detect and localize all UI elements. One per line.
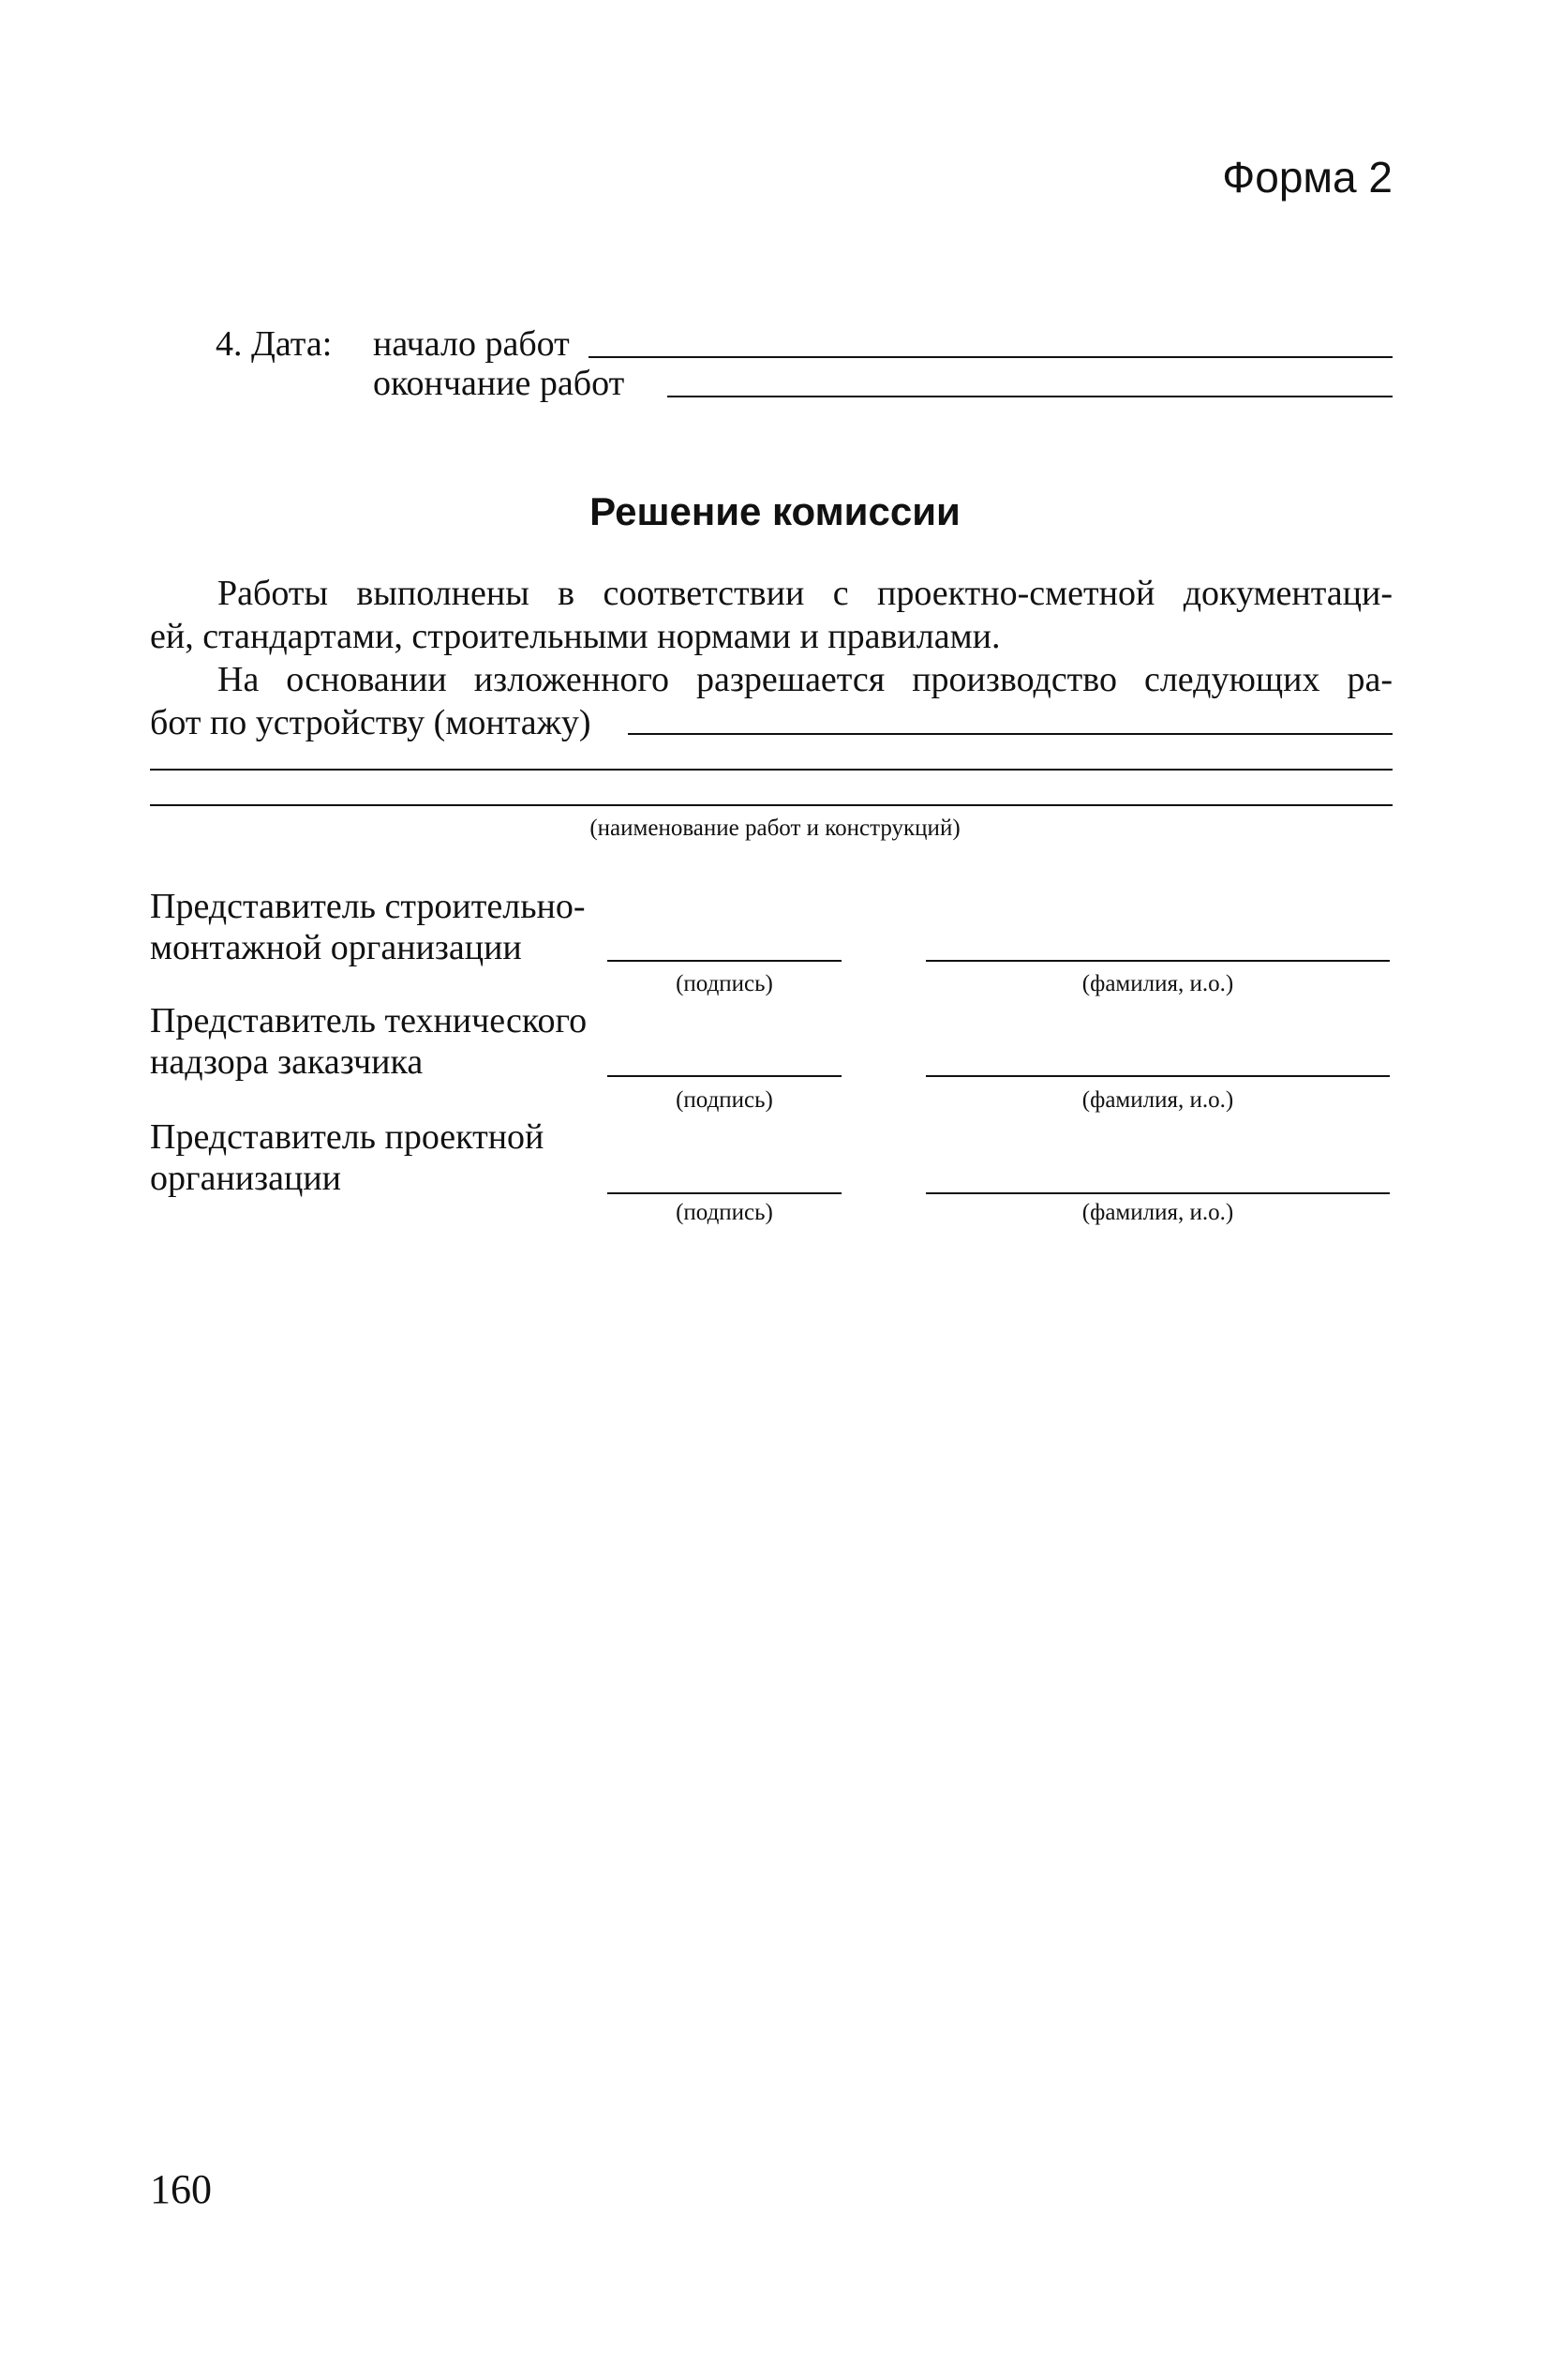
signatory-1-name-field[interactable] bbox=[926, 960, 1390, 962]
signatory-1-role-line-2: монтажной организации bbox=[150, 928, 522, 967]
signatory-2-name-caption: (фамилия, и.о.) bbox=[1081, 1087, 1234, 1113]
signatory-2-signature-field[interactable] bbox=[607, 1075, 842, 1077]
signatory-2-role-line-1: Представитель технического bbox=[150, 1001, 588, 1040]
end-date-field[interactable] bbox=[667, 396, 1393, 397]
signatory-3-signature-field[interactable] bbox=[607, 1192, 842, 1194]
signatory-1-signature-caption: (подпись) bbox=[676, 971, 773, 996]
signatory-3-name-caption: (фамилия, и.о.) bbox=[1081, 1200, 1234, 1225]
works-field-line-2[interactable] bbox=[150, 769, 1393, 771]
paragraph-1-line-1: Работы выполнены в соответствии с проектно-сметной документаци- bbox=[217, 574, 1393, 613]
signatory-2-role-line-2: надзора заказчика bbox=[150, 1042, 424, 1082]
page-number: 160 bbox=[150, 2166, 212, 2212]
start-date-label: начало работ bbox=[373, 324, 570, 364]
signatory-1-signature-field[interactable] bbox=[607, 960, 842, 962]
works-field-line-1[interactable] bbox=[628, 733, 1393, 735]
decision-paragraph-2 bbox=[150, 658, 1393, 744]
paragraph-1-line-2: ей, стандартами, строительными нормами и правилами. bbox=[150, 617, 1001, 656]
signatory-2-name-field[interactable] bbox=[926, 1075, 1390, 1077]
signatory-3-signature-caption: (подпись) bbox=[676, 1200, 773, 1225]
end-date-label: окончание работ bbox=[373, 364, 625, 403]
form-number-label: Форма 2 bbox=[1222, 153, 1393, 202]
paragraph-2-line-2: бот по устройству (монтажу) bbox=[150, 703, 591, 742]
signatory-3-role-line-1: Представитель проектной bbox=[150, 1117, 544, 1157]
signatory-3-role-line-2: организации bbox=[150, 1159, 342, 1198]
start-date-field[interactable] bbox=[589, 356, 1393, 358]
signatory-1-role-line-1: Представитель строительно- bbox=[150, 887, 586, 926]
works-field-line-3[interactable] bbox=[150, 804, 1393, 806]
decision-paragraph-1 bbox=[150, 572, 1393, 658]
works-caption: (наименование работ и конструкций) bbox=[589, 816, 961, 841]
signatory-1-name-caption: (фамилия, и.о.) bbox=[1081, 971, 1234, 996]
signatory-2-signature-caption: (подпись) bbox=[676, 1087, 773, 1113]
dates-label: 4. Дата: bbox=[216, 324, 333, 364]
signatory-3-name-field[interactable] bbox=[926, 1192, 1390, 1194]
decision-heading: Решение комиссии bbox=[589, 489, 961, 533]
paragraph-2-line-1: На основании изложенного разрешается производство следующих ра- bbox=[217, 660, 1393, 699]
